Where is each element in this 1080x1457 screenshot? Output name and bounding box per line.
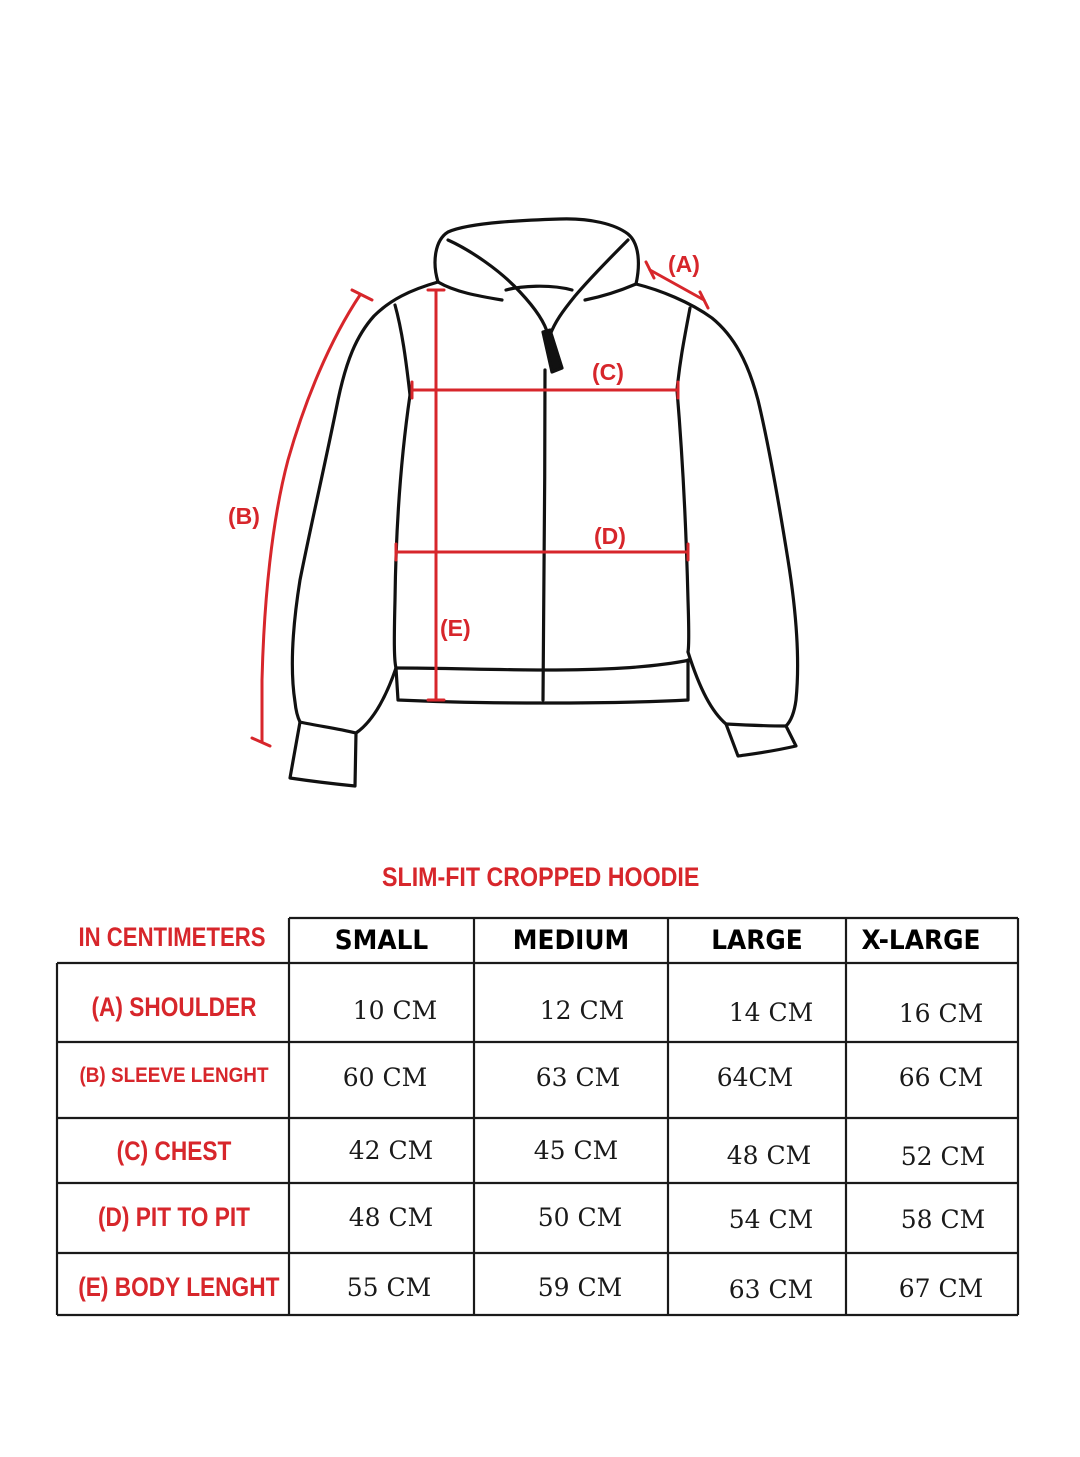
label-d: (D) bbox=[594, 523, 626, 549]
table-cell: 59 CM bbox=[537, 1273, 623, 1302]
table-cell: 50 CM bbox=[537, 1203, 623, 1232]
row-label-chest: (C) CHEST bbox=[116, 1136, 232, 1166]
table-cell: 64CM bbox=[716, 1063, 794, 1092]
table-cell: 55 CM bbox=[346, 1273, 432, 1302]
table-cell: 14 CM bbox=[728, 998, 814, 1027]
table-cell: 12 CM bbox=[539, 996, 625, 1025]
table-cell: 10 CM bbox=[352, 996, 438, 1025]
table-cell: 45 CM bbox=[533, 1136, 619, 1165]
row-label-sleeve: (B) SLEEVE LENGHT bbox=[79, 1064, 269, 1087]
row-label-pit-to-pit: (D) PIT TO PIT bbox=[97, 1202, 251, 1232]
table-cell: 60 CM bbox=[342, 1063, 428, 1092]
row-label-shoulder: (A) SHOULDER bbox=[91, 992, 257, 1022]
chart-title: SLIM-FIT CROPPED HOODIE bbox=[382, 862, 700, 892]
col-header-medium: MEDIUM bbox=[512, 925, 630, 956]
label-b: (B) bbox=[228, 503, 260, 529]
table-cell: 52 CM bbox=[900, 1142, 986, 1171]
table-cell: 16 CM bbox=[898, 999, 984, 1028]
col-header-large: LARGE bbox=[711, 925, 803, 956]
table-cell: 42 CM bbox=[348, 1136, 434, 1165]
col-header-x-large: X-LARGE bbox=[861, 925, 981, 956]
table-cell: 58 CM bbox=[900, 1205, 986, 1234]
table-cell: 48 CM bbox=[726, 1141, 812, 1170]
table-cell: 67 CM bbox=[898, 1274, 984, 1303]
label-a: (A) bbox=[668, 251, 700, 277]
units-label: IN CENTIMETERS bbox=[78, 922, 266, 952]
col-header-small: SMALL bbox=[334, 925, 429, 956]
table-cell: 63 CM bbox=[728, 1275, 814, 1304]
table-cell: 63 CM bbox=[535, 1063, 621, 1092]
label-c: (C) bbox=[592, 359, 624, 385]
table-cell: 66 CM bbox=[898, 1063, 984, 1092]
table-cell: 54 CM bbox=[728, 1205, 814, 1234]
table-cell: 48 CM bbox=[348, 1203, 434, 1232]
label-e: (E) bbox=[440, 615, 471, 641]
row-label-body-length: (E) BODY LENGHT bbox=[78, 1272, 280, 1302]
